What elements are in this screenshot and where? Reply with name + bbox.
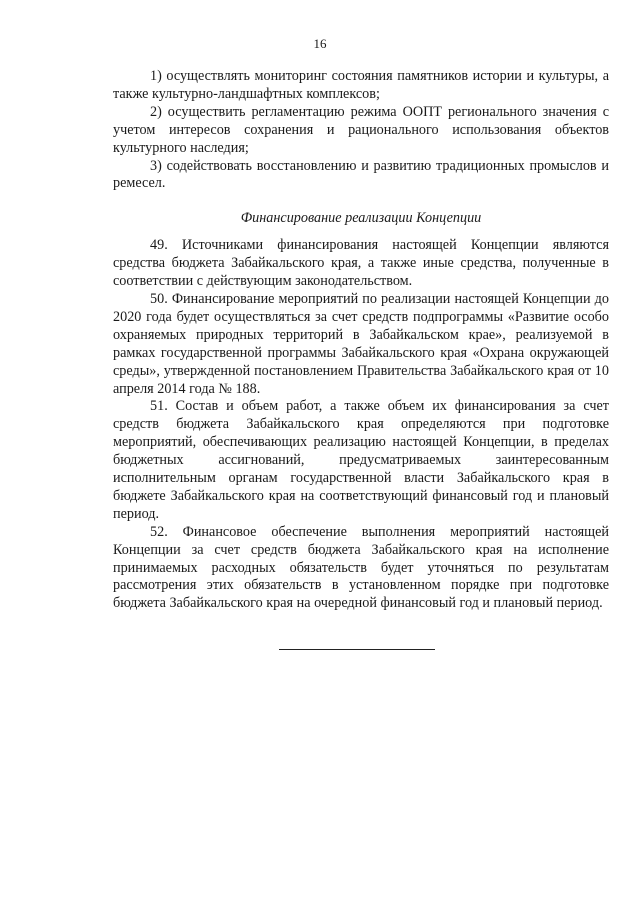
end-of-document-rule [279,649,435,650]
paragraph-52: 52. Финансовое обеспечение выполнения мероприятий настоящей Концепции за счет средств бюджета Забайкальского края на исполнение принимаемых расходных обязательств будет уточняться по результатам рассмотрения этих обязательств в установленном порядке при подготовке бюджета Забайкальского края на очередной финансовый год и плановый период. [113,523,609,612]
list-item-2: 2) осуществить регламентацию режима ООПТ регионального значения с учетом интересов сохранения и рационального использования объектов культурного наследия; [113,103,609,156]
paragraph-51: 51. Состав и объем работ, а также объем их финансирования за счет средств бюджета Забайкальского края определяются при подготовке мероприятий, обеспечивающих реализацию настоящей Концепции, в пределах бюджетных ассигнований, предусматриваемых заинтересованным исполнительным органам государственной власти Забайкальского края в бюджете Забайкальского края на соответствующий финансовый год и плановый период. [113,398,609,522]
paragraph-49: 49. Источниками финансирования настоящей Концепции являются средства бюджета Забайкальского края, а также иные средства, полученные в соответствии с действующим законодательством. [113,237,609,290]
list-item-3: 3) содействовать восстановлению и развитию традиционных промыслов и ремесел. [113,157,609,192]
document-body [113,68,609,613]
paragraph-50: 50. Финансирование мероприятий по реализации настоящей Концепции до 2020 года будет осуществляться за счет средств подпрограммы «Развитие особо охраняемых природных территорий в Забайкальском крае», реализуемой в рамках государственной программы Забайкальского края «Охрана окружающей среды», утвержденной постановлением Правительства Забайкальского края от 10 апреля 2014 года № 188. [113,290,609,397]
section-title: Финансирование реализации Концепции [240,210,482,227]
list-item-1: 1) осуществлять мониторинг состояния памятников истории и культуры, а также культурно-ландшафтных комплексов; [113,68,609,102]
page-number: 16 [313,36,327,51]
